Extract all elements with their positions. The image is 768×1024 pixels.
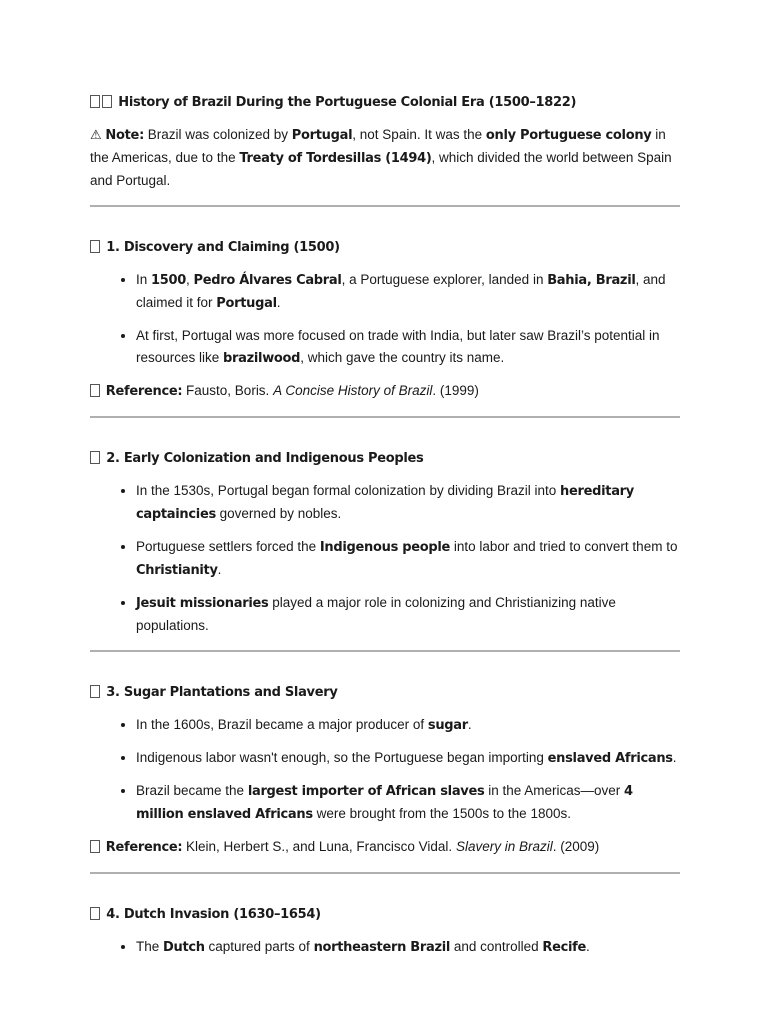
note-emphasis: Treaty of Tordesillas (1494): [239, 151, 432, 166]
section-heading: [90, 904, 680, 926]
note-label: Note:: [105, 128, 144, 143]
section-early-colonization: [90, 448, 680, 637]
section-divider: [90, 872, 680, 874]
list-item: • Portuguese settlers forced the Indigenous people into labor and tried to convert them to Christianity.: [136, 536, 680, 582]
section-discovery: [90, 237, 680, 403]
section-divider: [90, 205, 680, 207]
book-icon: [90, 840, 100, 853]
section-divider: [90, 416, 680, 418]
note-emphasis: Portugal: [291, 128, 353, 143]
note-text: Brazil was colonized by: [143, 127, 292, 142]
section-heading: [90, 237, 680, 259]
section-heading-text: 4. Dutch Invasion (1630–1654): [106, 907, 321, 922]
list-item: • The Dutch captured parts of northeastern Brazil and controlled Recife.: [136, 936, 680, 959]
book-icon: [90, 384, 100, 397]
section-icon: [90, 451, 100, 464]
list-item: • Indigenous labor wasn't enough, so the Portuguese began importing enslaved Africans.: [136, 747, 680, 770]
list-item: • In the 1530s, Portugal began formal colonization by dividing Brazil into hereditary captaincies governed by nobles.: [136, 480, 680, 526]
flag-icon: [102, 95, 112, 108]
list-item: • At first, Portugal was more focused on trade with India, but later saw Brazil’s potential in resources like brazilwood, which gave the country its name.: [136, 325, 680, 370]
reference-title: Slavery in Brazil: [455, 839, 553, 854]
bullet-list: [90, 480, 680, 637]
flag-icon: [90, 95, 100, 108]
bullet-list: [90, 714, 680, 826]
section-sugar-slavery: [90, 682, 680, 859]
note-text: , which divided the world between Spain and Portugal.: [90, 150, 672, 188]
note-text: , not Spain. It was the: [352, 127, 486, 142]
section-icon: [90, 240, 100, 253]
reference-label: Reference:: [105, 384, 183, 399]
note-text: in the Americas, due to the: [90, 127, 666, 165]
list-item: • Jesuit missionaries played a major role in colonizing and Christianizing native populations.: [136, 592, 680, 637]
document-title: [90, 92, 680, 114]
section-heading: [90, 448, 680, 470]
list-item: • In the 1600s, Brazil became a major producer of sugar.: [136, 714, 680, 737]
reference-title: A Concise History of Brazil: [273, 383, 433, 398]
section-heading-text: 1. Discovery and Claiming (1500): [106, 240, 340, 255]
bullet-list: [90, 269, 680, 370]
bullet-list: [90, 936, 680, 959]
document-body: [90, 92, 680, 972]
section-heading: [90, 682, 680, 704]
reference-label: Reference:: [105, 840, 183, 855]
warning-icon: ⚠: [90, 127, 102, 142]
note-emphasis: only Portuguese colony: [485, 128, 652, 143]
list-item: • Brazil became the largest importer of African slaves in the Americas—over 4 million enslaved Africans were brought from the 1500s to the 1800s.: [136, 780, 680, 826]
section-dutch-invasion: [90, 904, 680, 959]
reference-line: Reference: Klein, Herbert S., and Luna, Francisco Vidal. Slavery in Brazil. (2009): [90, 836, 680, 859]
section-icon: [90, 907, 100, 920]
section-heading-text: 2. Early Colonization and Indigenous Peoples: [106, 451, 424, 466]
section-icon: [90, 685, 100, 698]
list-item: • In 1500, Pedro Álvares Cabral, a Portuguese explorer, landed in Bahia, Brazil, and claimed it for Portugal.: [136, 269, 680, 315]
title-text: History of Brazil During the Portuguese Colonial Era (1500–1822): [118, 95, 577, 110]
intro-note: [90, 124, 680, 192]
reference-line: Reference: Fausto, Boris. A Concise History of Brazil. (1999): [90, 380, 680, 403]
section-heading-text: 3. Sugar Plantations and Slavery: [106, 685, 338, 700]
section-divider: [90, 650, 680, 652]
